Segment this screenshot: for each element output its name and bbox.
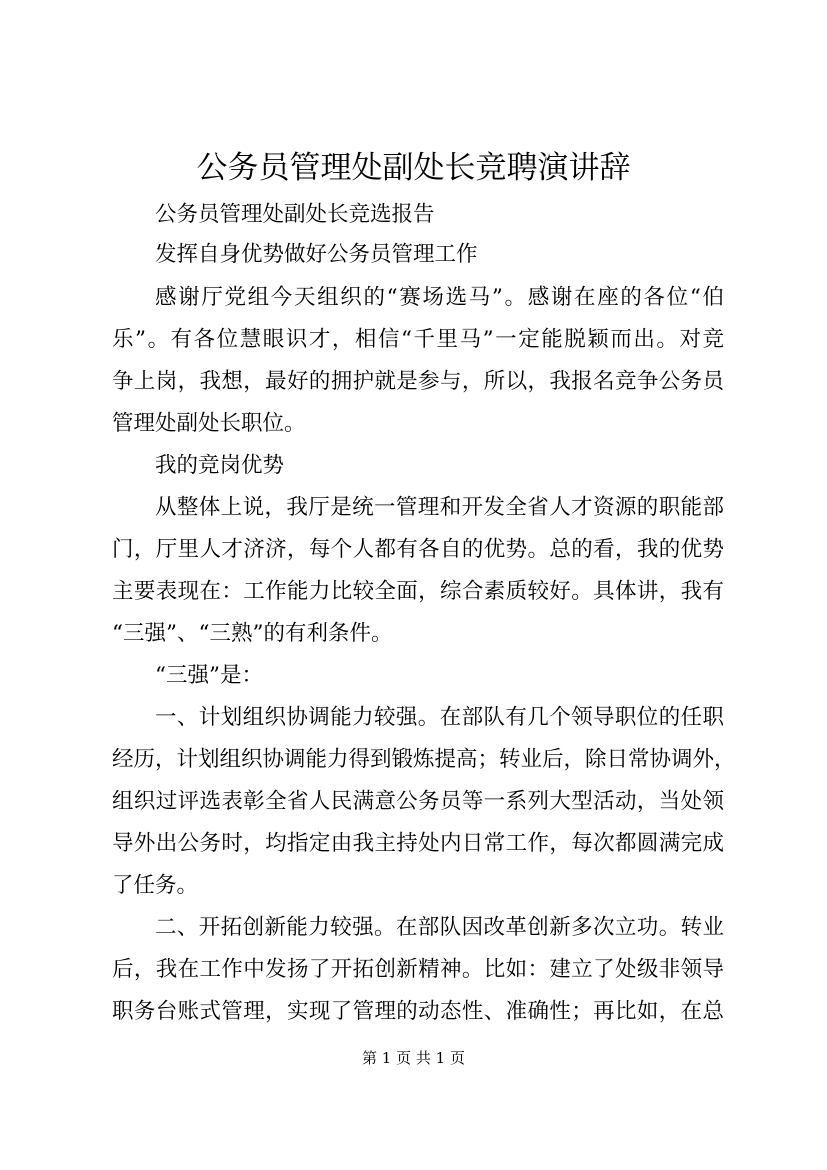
body-line: 一、计划组织协调能力较强。在部队有几个领导职位的任职 (155, 705, 724, 730)
body-line: 了任务。 (112, 873, 199, 898)
body-line: 感谢厅党组今天组织的“赛场选马”。感谢在座的各位“伯 (155, 285, 724, 310)
body-line: 乐”。有各位慧眼识才，相信“千里马”一定能脱颖而出。对竞 (112, 327, 724, 352)
body-line: 二、开拓创新能力较强。在部队因改革创新多次立功。转业 (155, 915, 724, 940)
subtitle-line: 公务员管理处副处长竞选报告 (155, 202, 435, 227)
body-line: 管理处副处长职位。 (112, 411, 306, 436)
page-footer: 第 1 页 共 1 页 (362, 1049, 465, 1067)
body-line: 经历，计划组织协调能力得到锻炼提高；转业后，除日常协调外， (112, 747, 736, 772)
section-heading: 我的竞岗优势 (155, 453, 285, 478)
body-line: 从整体上说，我厅是统一管理和开发全省人才资源的职能部 (155, 495, 724, 520)
body-line: 争上岗，我想，最好的拥护就是参与，所以，我报名竞争公务员 (112, 369, 724, 394)
body-line: 后，我在工作中发扬了开拓创新精神。比如：建立了处级非领导 (112, 957, 724, 982)
body-line: 组织过评选表彰全省人民满意公务员等一系列大型活动，当处领 (112, 789, 724, 814)
body-line: 导外出公务时，均指定由我主持处内日常工作，每次都圆满完成 (112, 831, 724, 856)
body-line: 职务台账式管理，实现了管理的动态性、准确性；再比如，在总 (112, 999, 724, 1024)
subtitle-line: 发挥自身优势做好公务员管理工作 (155, 242, 478, 267)
body-line: 门，厅里人才济济，每个人都有各自的优势。总的看，我的优势 (112, 537, 724, 562)
document-title: 公务员管理处副处长竞聘演讲辞 (196, 150, 631, 186)
body-line: 主要表现在：工作能力比较全面，综合素质较好。具体讲，我有 (112, 579, 724, 604)
body-line: “三强”、“三熟”的有利条件。 (112, 621, 393, 646)
body-line: “三强”是： (155, 663, 263, 688)
